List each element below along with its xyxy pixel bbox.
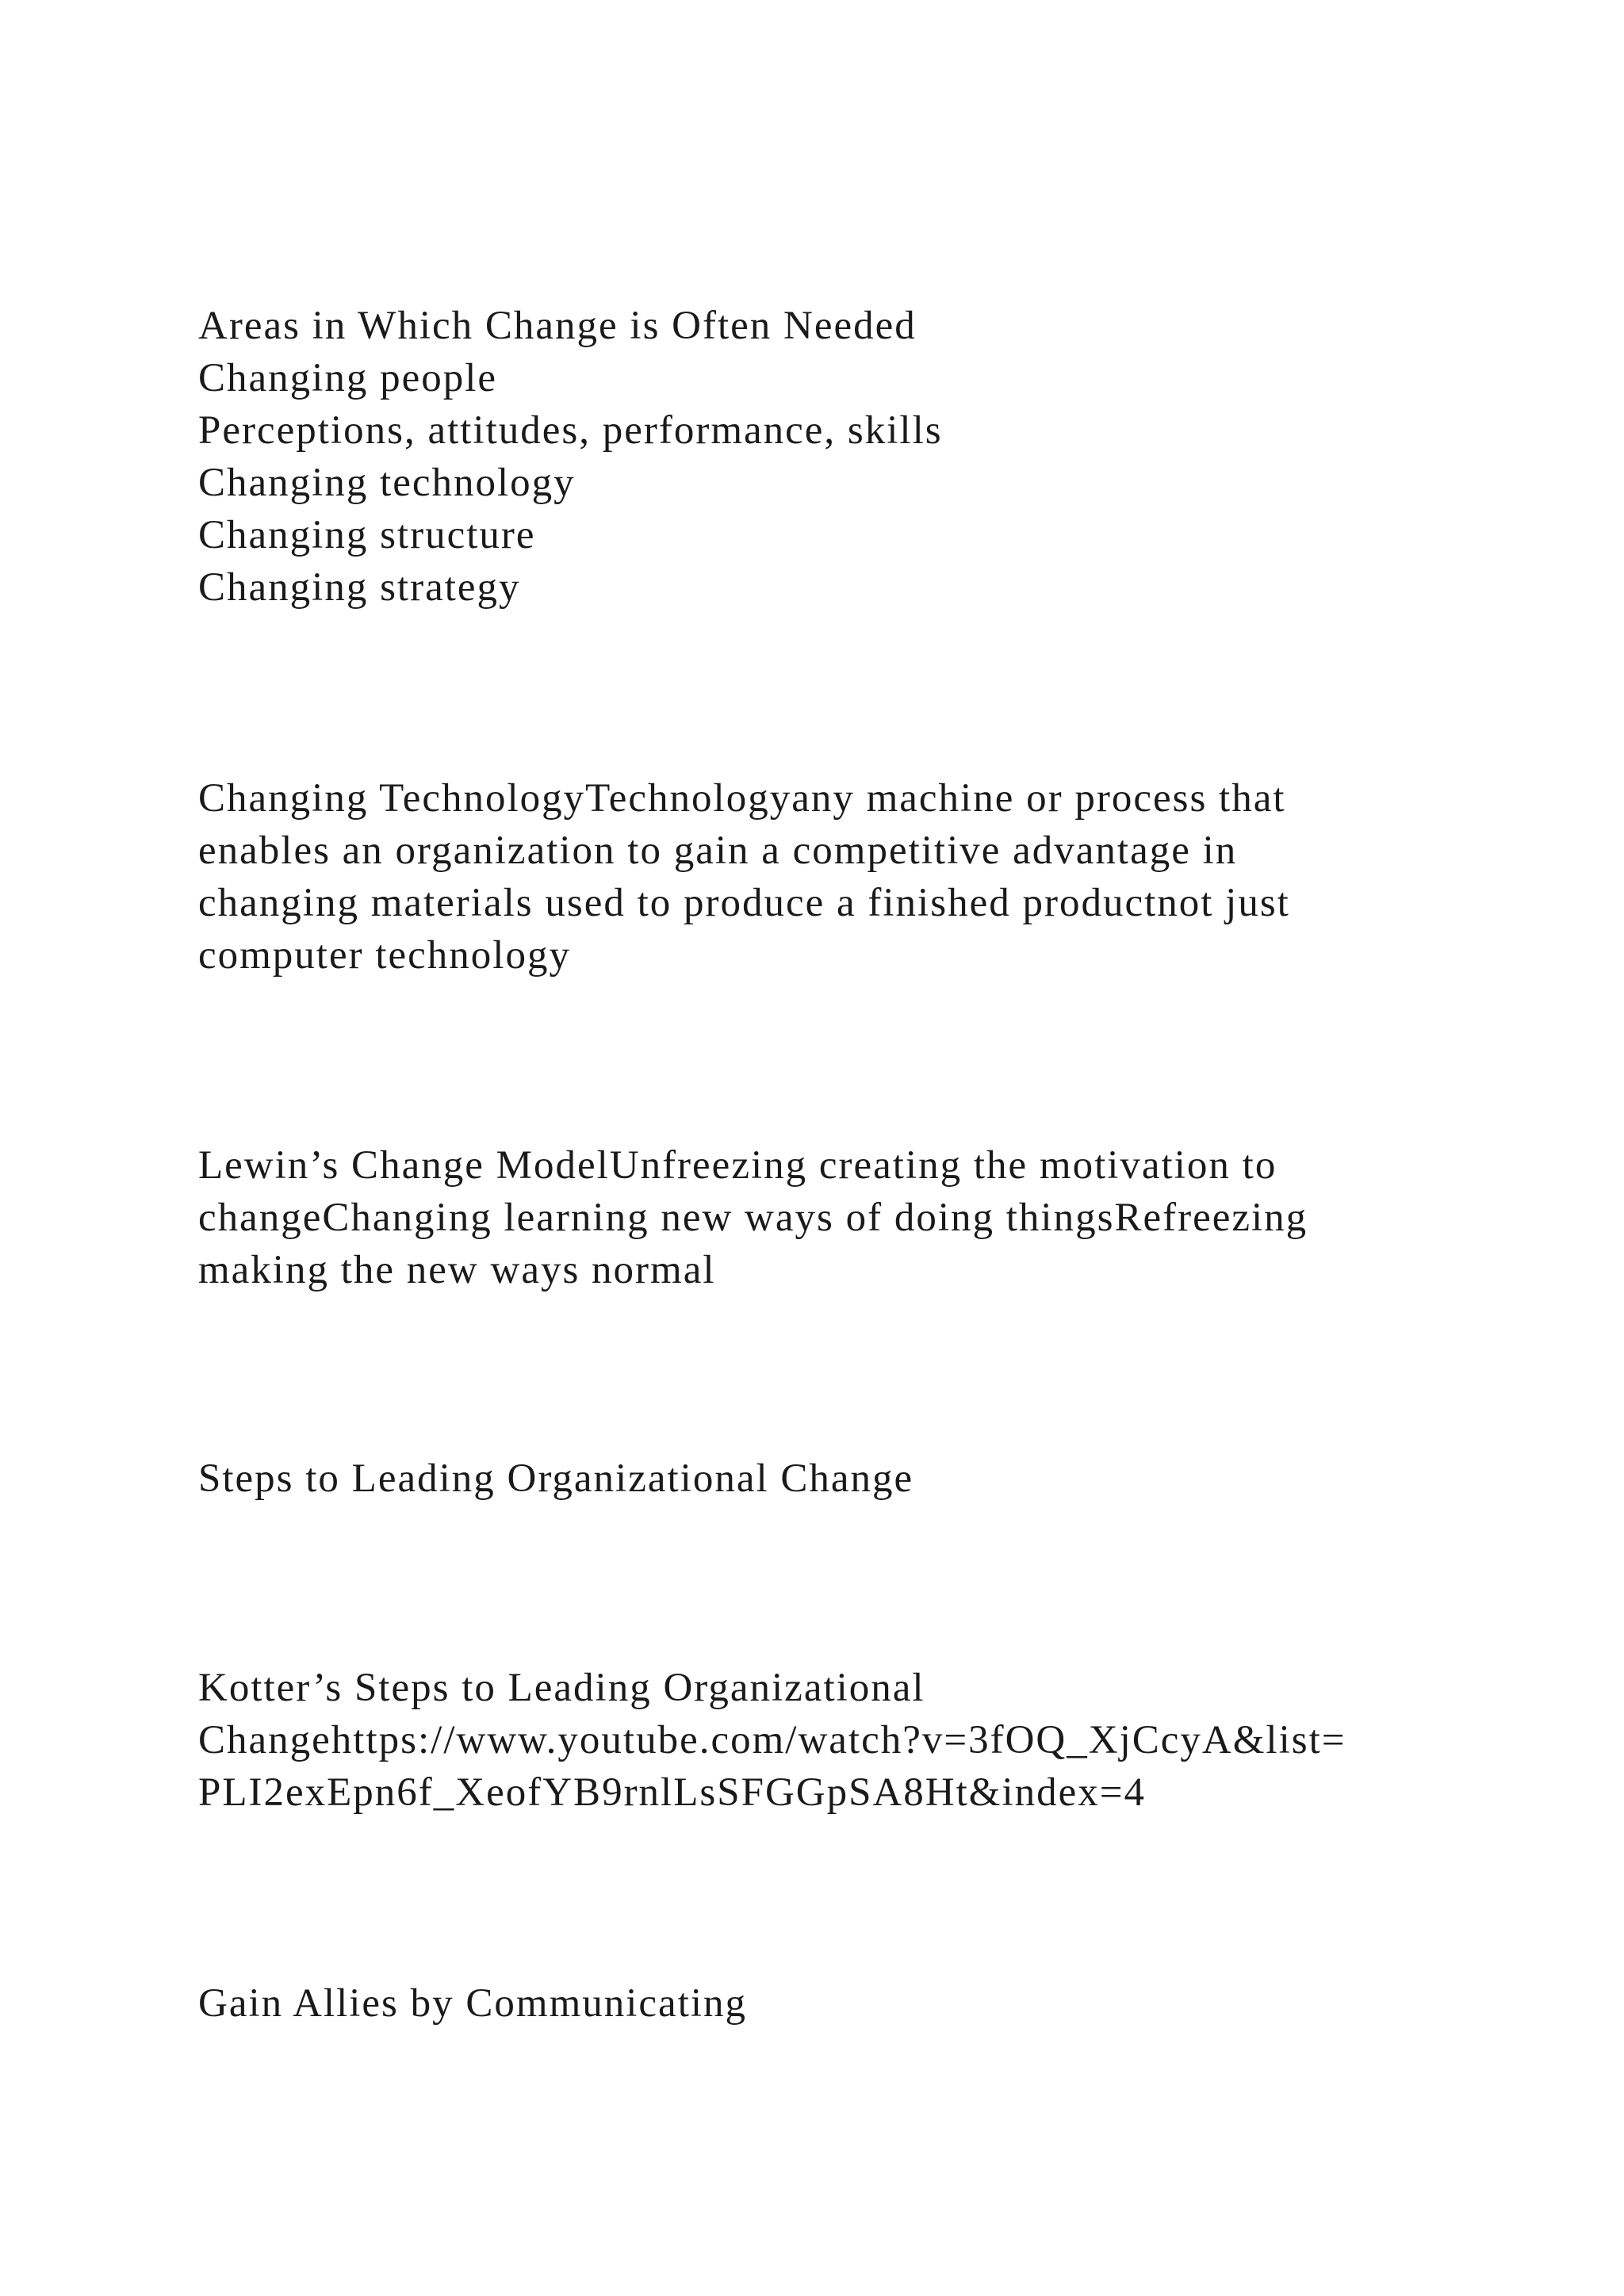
paragraph-line: Kotter’s Steps to Leading Organizational <box>198 1666 925 1710</box>
link-text-line: PLI2exEpn6f_XeofYB9rnlLsSFGGpSA8Ht&index=4 <box>198 1770 1147 1815</box>
list-item-changing-structure: Changing structure <box>198 513 536 557</box>
section-title-areas-of-change: Areas in Which Change is Often Needed <box>198 304 917 348</box>
section-title-gain-allies: Gain Allies by Communicating <box>198 1981 748 2026</box>
paragraph-line: changing materials used to produce a finished productnot just <box>198 881 1290 925</box>
paragraph-line: computer technology <box>198 933 571 978</box>
paragraph-line: making the new ways normal <box>198 1248 716 1292</box>
list-item-changing-strategy: Changing strategy <box>198 565 521 610</box>
list-item-changing-technology: Changing technology <box>198 461 576 505</box>
link-text-line: Changehttps://www.youtube.com/watch?v=3fOQ_XjCcyA&list= <box>198 1718 1346 1762</box>
list-item-changing-people: Changing people <box>198 356 498 400</box>
paragraph-line: enables an organization to gain a competitive advantage in <box>198 828 1238 873</box>
section-title-steps: Steps to Leading Organizational Change <box>198 1456 914 1501</box>
paragraph-line: changeChanging learning new ways of doing thingsRefreezing <box>198 1196 1308 1240</box>
paragraph-line: Changing TechnologyTechnologyany machine or process that <box>198 776 1286 821</box>
paragraph-line: Lewin’s Change ModelUnfreezing creating the motivation to <box>198 1143 1277 1188</box>
list-item-perceptions: Perceptions, attitudes, performance, skills <box>198 408 943 453</box>
